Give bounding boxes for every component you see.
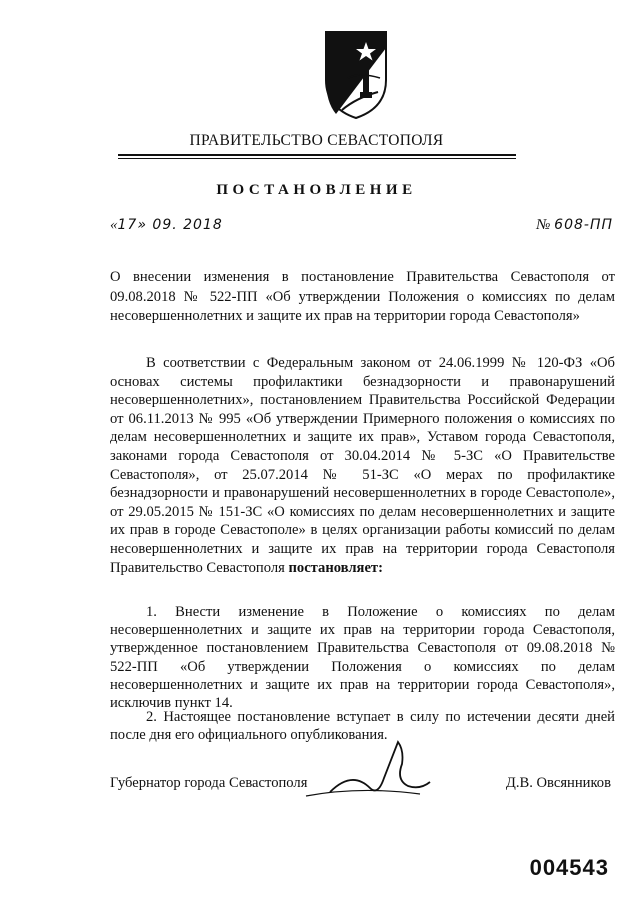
government-title: ПРАВИТЕЛЬСТВО СЕВАСТОПОЛЯ	[189, 132, 444, 149]
document-date	[110, 217, 223, 234]
document-number	[536, 217, 613, 234]
resolves-word: постановляет:	[288, 559, 383, 576]
handwritten-signature-icon	[300, 740, 440, 800]
header-rule-thin	[118, 158, 516, 159]
preamble-paragraph	[110, 354, 615, 577]
form-serial-number: 004543	[529, 855, 609, 880]
preamble-text: В соответствии с Федеральным законом от 24.06.1999 № 120-ФЗ «Об основах системы профилактики безнадзорности и правонарушений несовершеннолетних», постановлением Правительства Российской Федерации от 06.11.2013 № 995 «Об утверждении Примерного положения о комиссиях по делам несовершеннолетних и защите их прав», Уставом города Севастополя, законами города Севастополя от 30.04.2014 № 5-ЗС «О Правительстве Севастополя», от 25.07.2014 № 51-ЗС «О мерах по профилактике безнадзорности и правонарушений несовершеннолетних в городе Севастополе», от 29.05.2015 № 151-ЗС «О комиссиях по делам несовершеннолетних и защите их прав в городе Севастополе» в целях организации работы комиссий по делам несовершеннолетних и защите их прав на территории города Севастополя Правительство Севастополя	[110, 355, 615, 576]
document-type: ПОСТАНОВЛЕНИЕ	[216, 182, 417, 198]
number-prefix: №	[536, 217, 551, 233]
header-rule-thick	[118, 154, 516, 156]
resolution-item-2: 2. Настоящее постановление вступает в силу по истечении десяти дней после дня его официального опубликования.	[110, 709, 615, 744]
resolution-item-1: 1. Внести изменение в Положение о комиссиях по делам несовершеннолетних и защите их прав на территории города Севастополя, утвержденное постановлением Правительства Севастополя от 09.08.2018 № 522-ПП «Об утверждении Положения о комиссиях по делам несовершеннолетних и защите их прав на территории города Севастополя», исключив пункт 14.	[110, 604, 615, 712]
date-value: 17» 09. 2018	[117, 217, 223, 233]
document-subject: О внесении изменения в постановление Правительства Севастополя от 09.08.2018 № 522-ПП «Об утверждении Положения о комиссиях по делам несовершеннолетних и защите их прав на территории города Севастополя»	[110, 269, 615, 324]
signatory-name: Д.В. Овсянников	[505, 775, 611, 791]
date-open-quote: «	[110, 217, 118, 233]
signatory-position: Губернатор города Севастополя	[110, 775, 308, 791]
number-value: 608-ПП	[554, 217, 613, 233]
coat-of-arms-icon	[320, 28, 392, 120]
